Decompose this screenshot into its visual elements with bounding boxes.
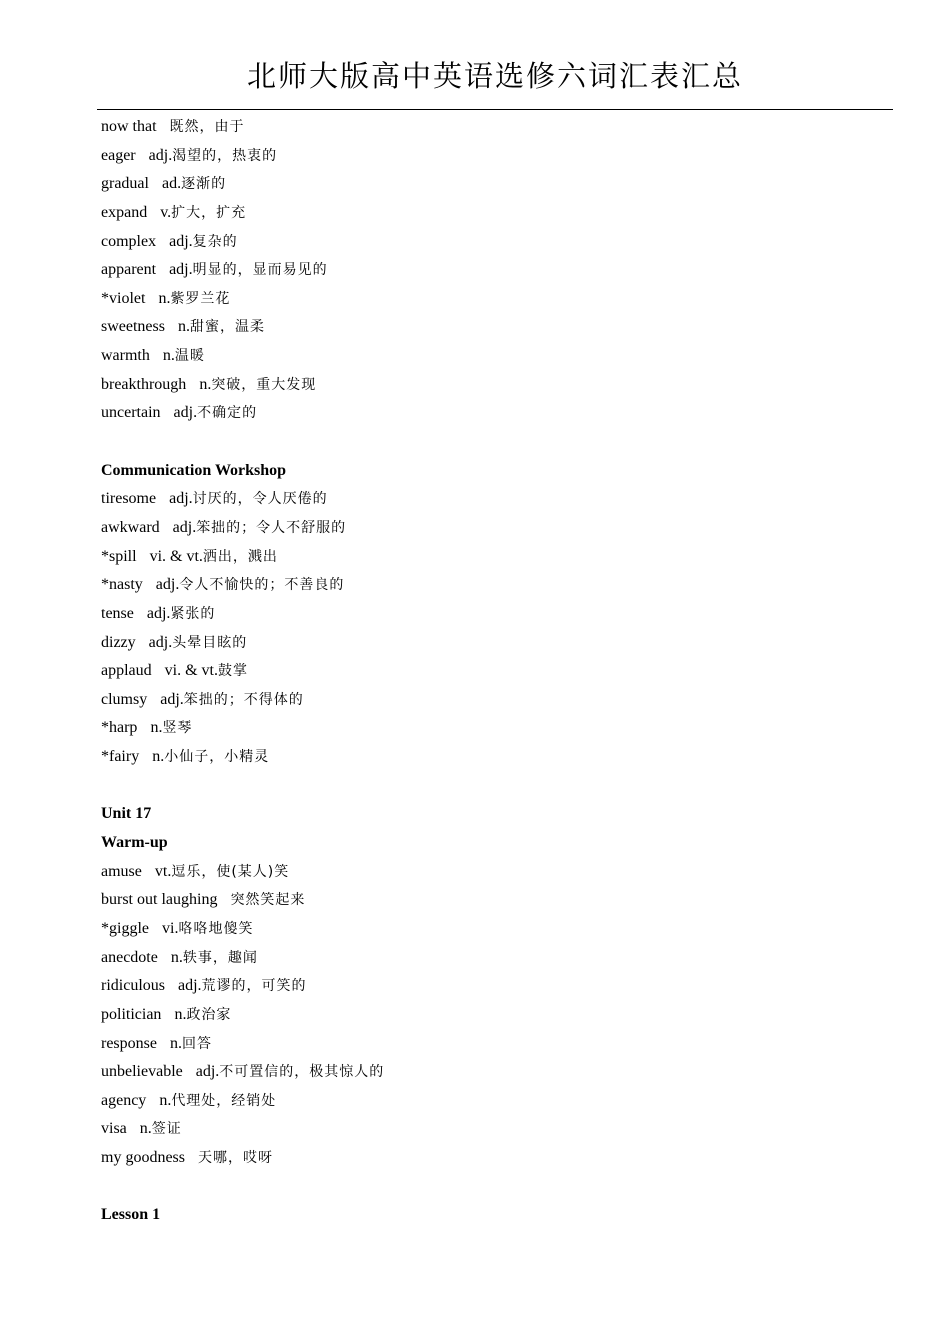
vocab-meaning: 扩大，扩充 (171, 204, 247, 221)
vocab-meaning: 渴望的，热衷的 (172, 147, 278, 164)
vocab-term: warmth (101, 347, 150, 365)
vocab-term: uncertain (101, 404, 161, 422)
vocab-term: *nasty (101, 576, 143, 594)
vocab-meaning: 竖琴 (162, 720, 193, 737)
vocab-entry (101, 686, 901, 715)
vocab-term: *violet (101, 289, 146, 307)
vocab-meaning: 不可置信的，极其惊人的 (219, 1064, 385, 1081)
vocab-entry (101, 342, 901, 371)
vocab-term: tense (101, 604, 134, 622)
vocab-meaning: 轶事，趣闻 (182, 949, 258, 966)
vocab-meaning: 甜蜜，温柔 (189, 319, 265, 336)
part-of-speech: adj. (146, 604, 171, 622)
part-of-speech: n. (159, 1091, 172, 1109)
vocab-term: sweetness (101, 318, 165, 336)
vocab-entry (101, 1087, 901, 1116)
part-of-speech: adj. (155, 576, 180, 594)
vocab-meaning: 逐渐的 (181, 176, 227, 193)
part-of-speech: adj. (195, 1063, 220, 1081)
vocab-meaning: 温暖 (174, 348, 205, 365)
vocab-entry (101, 313, 901, 342)
blank-line (101, 428, 901, 457)
vocab-entry (101, 600, 901, 629)
part-of-speech: vt. (154, 862, 172, 880)
vocab-meaning: 既然，由于 (169, 119, 245, 135)
vocab-meaning: 荒谬的，可笑的 (201, 978, 307, 995)
vocab-meaning: 签证 (151, 1121, 182, 1138)
vocab-term: clumsy (101, 690, 148, 708)
blank-line (101, 772, 901, 801)
vocab-entry (101, 972, 901, 1001)
vocab-meaning: 咯咯地傻笑 (178, 920, 254, 937)
vocab-term: *giggle (101, 919, 149, 937)
vocab-term: applaud (101, 662, 152, 680)
vocab-meaning: 笨拙的；不得体的 (183, 691, 304, 708)
vocab-term: ridiculous (101, 977, 165, 995)
vocab-meaning: 突然笑起来 (230, 892, 306, 909)
vocab-entry (101, 228, 901, 257)
vocab-term: *fairy (101, 748, 140, 766)
part-of-speech: n. (174, 1005, 187, 1023)
vocab-entry (101, 399, 901, 428)
vocab-term: now that (101, 118, 157, 135)
vocab-term: burst out laughing (101, 891, 218, 909)
vocab-entry (101, 629, 901, 658)
part-of-speech: adj. (148, 146, 173, 164)
header-divider (97, 109, 893, 110)
part-of-speech: adj. (169, 490, 193, 508)
part-of-speech: ad. (161, 175, 182, 193)
part-of-speech: n. (177, 318, 190, 336)
vocab-term: awkward (101, 518, 160, 536)
vocab-meaning: 代理处，经销处 (171, 1092, 277, 1109)
vocab-term: unbelievable (101, 1063, 183, 1081)
vocab-meaning: 头晕目眩的 (172, 634, 248, 651)
part-of-speech: adj. (160, 690, 184, 708)
vocab-meaning: 天哪，哎呀 (198, 1150, 273, 1167)
vocab-term: complex (101, 232, 157, 250)
vocab-entry (101, 199, 901, 228)
vocab-meaning: 洒出，溅出 (202, 548, 278, 565)
vocab-term: visa (101, 1120, 127, 1138)
part-of-speech: adj. (173, 404, 198, 422)
vocab-entry (101, 113, 901, 142)
vocab-meaning: 令人不愉快的；不善良的 (179, 577, 345, 594)
vocab-meaning: 政治家 (186, 1006, 232, 1023)
part-of-speech: adj. (169, 261, 193, 279)
part-of-speech: adj. (169, 232, 193, 250)
vocab-entry (101, 142, 901, 171)
part-of-speech: v. (160, 203, 172, 221)
vocab-entry (101, 858, 901, 887)
vocab-meaning: 不确定的 (197, 405, 258, 422)
vocab-term: *harp (101, 719, 138, 737)
vocab-entry (101, 170, 901, 199)
vocab-term: response (101, 1034, 157, 1052)
vocab-entry (101, 256, 901, 285)
vocab-term: gradual (101, 175, 149, 193)
vocabulary-list (101, 113, 901, 1230)
part-of-speech: n. (139, 1120, 152, 1138)
vocab-entry (101, 514, 901, 543)
part-of-speech: n. (152, 748, 165, 766)
vocab-entry (101, 285, 901, 314)
vocab-term: breakthrough (101, 375, 187, 393)
vocab-entry (101, 571, 901, 600)
vocab-entry (101, 1144, 901, 1173)
section-heading: Communication Workshop (101, 461, 287, 479)
vocab-entry (101, 886, 901, 915)
vocab-term: my goodness (101, 1149, 185, 1167)
page-title: 北师大版高中英语选修六词汇表汇总 (246, 59, 743, 93)
vocab-meaning: 复杂的 (192, 233, 238, 250)
vocab-entry (101, 1058, 901, 1087)
vocab-entry (101, 714, 901, 743)
vocab-meaning: 紫罗兰花 (170, 290, 231, 307)
vocab-entry (101, 743, 901, 772)
vocab-term: apparent (101, 261, 157, 279)
part-of-speech: n. (162, 347, 175, 365)
part-of-speech: n. (170, 948, 183, 966)
vocab-term: anecdote (101, 948, 158, 966)
vocab-term: tiresome (101, 490, 157, 508)
vocab-meaning: 逗乐，使(某人)笑 (171, 863, 290, 880)
section-heading: Warm-up (101, 834, 168, 852)
vocab-entry (101, 657, 901, 686)
vocab-meaning: 鼓掌 (218, 663, 248, 680)
part-of-speech: n. (199, 375, 212, 393)
section-heading: Unit 17 (101, 805, 152, 823)
vocab-term: eager (101, 146, 136, 164)
vocab-entry (101, 944, 901, 973)
part-of-speech: adj. (172, 518, 197, 536)
vocab-entry (101, 1001, 901, 1030)
part-of-speech: vi. & vt. (149, 547, 203, 565)
vocab-term: politician (101, 1005, 162, 1023)
blank-line (101, 1173, 901, 1202)
part-of-speech: adj. (178, 977, 202, 995)
vocab-meaning: 小仙子，小精灵 (164, 749, 270, 766)
vocab-term: amuse (101, 862, 142, 880)
vocab-term: agency (101, 1091, 147, 1109)
part-of-speech: n. (150, 719, 163, 737)
vocab-meaning: 笨拙的；令人不舒服的 (196, 519, 347, 536)
vocab-entry (101, 1115, 901, 1144)
part-of-speech: n. (158, 289, 171, 307)
vocab-meaning: 讨厌的，令人厌倦的 (192, 491, 328, 508)
vocab-meaning: 紧张的 (170, 605, 216, 622)
vocab-entry (101, 1030, 901, 1059)
vocab-entry (101, 371, 901, 400)
vocab-term: dizzy (101, 633, 136, 651)
vocab-entry (101, 485, 901, 514)
vocab-term: expand (101, 203, 148, 221)
vocab-entry (101, 915, 901, 944)
vocab-meaning: 回答 (181, 1035, 212, 1052)
part-of-speech: vi. (162, 919, 179, 937)
vocab-term: *spill (101, 547, 137, 565)
vocab-entry (101, 543, 901, 572)
part-of-speech: adj. (148, 633, 173, 651)
part-of-speech: vi. & vt. (164, 662, 218, 680)
vocab-meaning: 明显的，显而易见的 (192, 262, 328, 279)
vocab-meaning: 突破，重大发现 (211, 376, 317, 393)
section-heading: Lesson 1 (101, 1206, 161, 1224)
part-of-speech: n. (169, 1034, 182, 1052)
